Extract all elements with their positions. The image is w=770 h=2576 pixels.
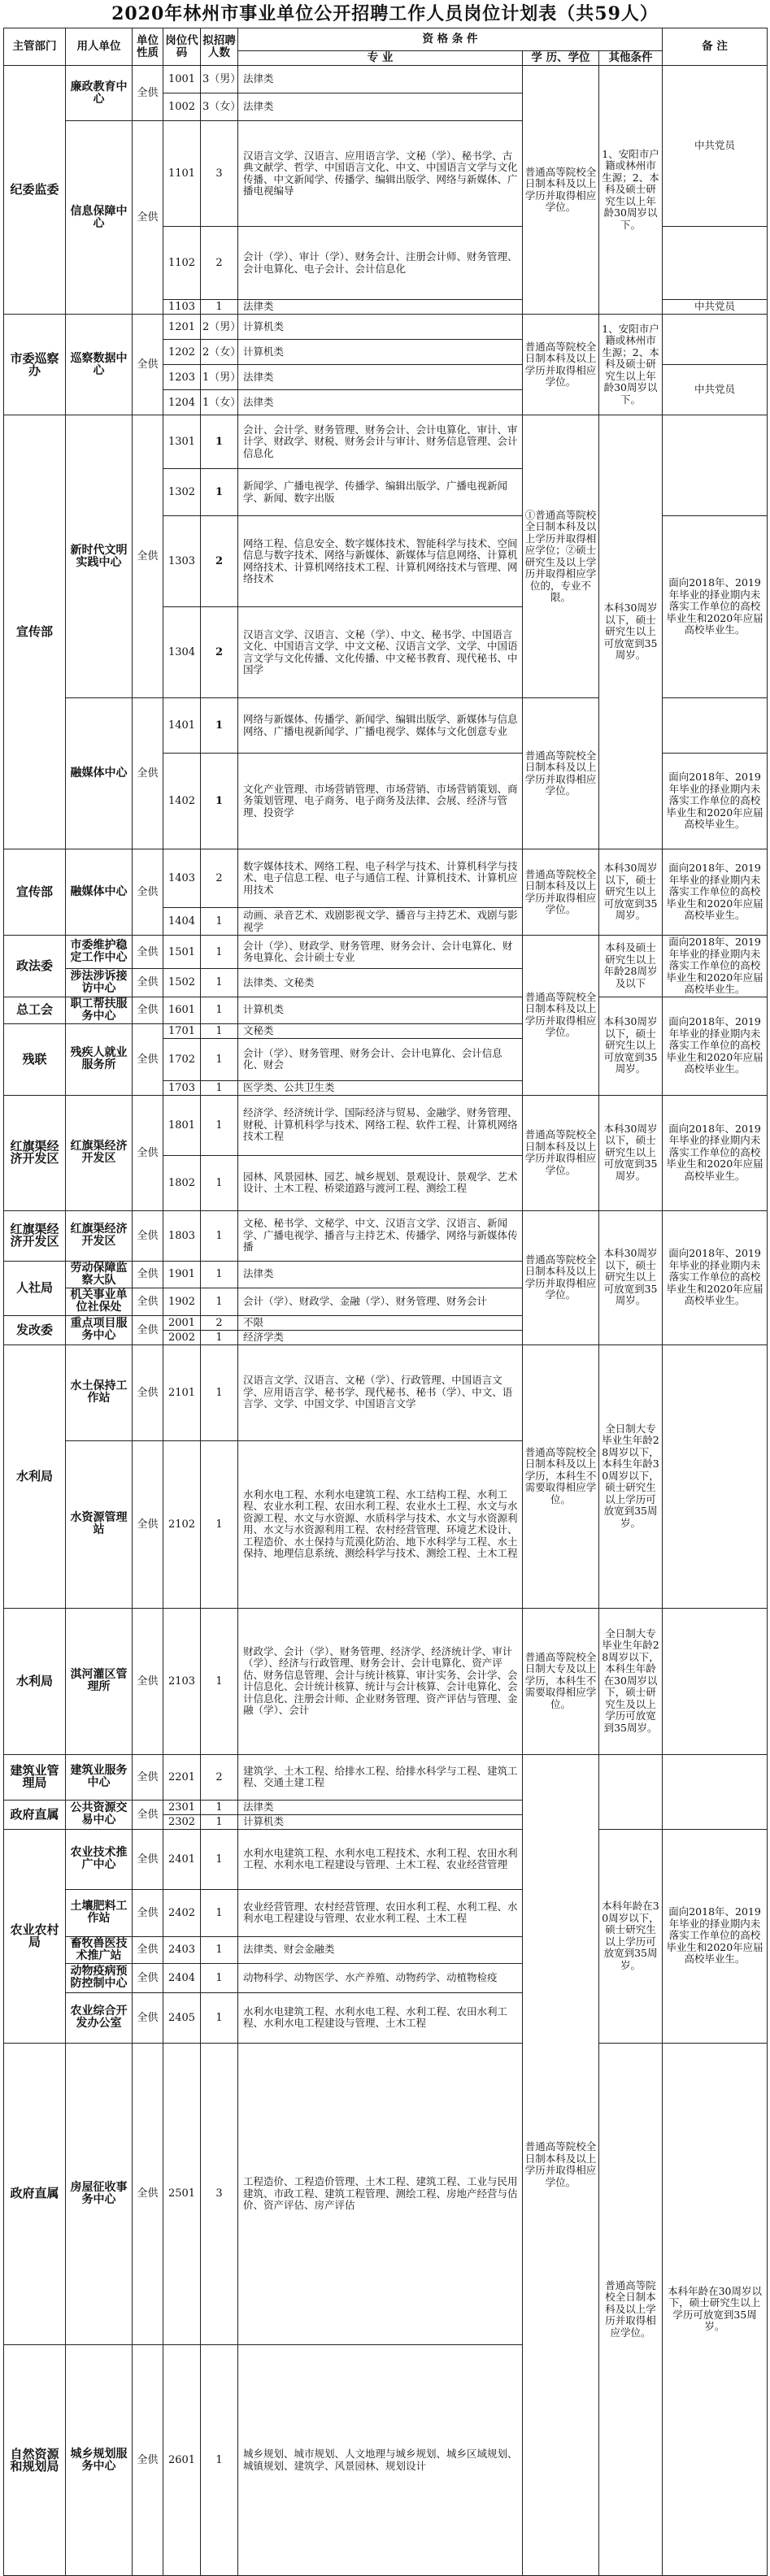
other-cell: 全日制大专毕业生年龄28周岁以下，本科生年龄30周岁以下，硕士研究生以上学历可放宽到35周岁。: [599, 1344, 663, 1608]
major-cell: 会计（学）、财务管理、财务会计、会计电算化、会计信息化、财会: [238, 1038, 523, 1080]
post-count: 1: [201, 1440, 238, 1608]
unit-cell: 水土保持工作站: [66, 1344, 133, 1440]
post-code: 2405: [163, 1992, 201, 2043]
post-code: 1502: [163, 969, 201, 997]
post-code: 2301: [163, 1800, 201, 1814]
major-cell: 汉语言文学、汉语言、文秘（学）、中文、秘书学、中国语言文化、中国语言文学、中文文秘、汉语言文学、文学、中国语言文学与文化传播、文化传播、中文秘书教育、现代秘书、中国学: [238, 607, 523, 698]
unit-cell: 巡察数据中心: [66, 315, 133, 415]
post-count: 2: [201, 607, 238, 698]
post-count: 1: [201, 936, 238, 969]
major-cell: 计算机类: [238, 1814, 523, 1829]
education-cell: ①普通高等院校全日制本科及以上学历并取得相应学位；②硕士研究生及以上学历并取得相应学位的，专业不限。: [523, 415, 599, 698]
post-code: 2103: [163, 1608, 201, 1754]
post-count: 3: [201, 2043, 238, 2345]
post-code: 1202: [163, 340, 201, 365]
major-cell: 网络工程、信息安全、数字媒体技术、智能科学与技术、空间信息与数字技术、网络与新媒体、新媒体与信息网络、计算机网络技术、计算机网络技术工程、计算机网络技术与管理、网络技术: [238, 516, 523, 607]
dept-cell: 政府直属: [4, 2043, 66, 2345]
education-cell: 普通高等院校全日制本科及以上学历并取得相应学位。: [523, 315, 599, 415]
major-cell: 会计（学）、财政学、财务管理、财务会计、会计电算化、财务电算化、会计硕士专业: [238, 936, 523, 969]
education-cell: 普通高等院校全日制大专及以上学历，本科生不需要取得相应学位。: [523, 1608, 599, 1754]
nature-cell: 全供: [133, 969, 163, 997]
remark-cell: [663, 415, 768, 516]
dept-cell: 建筑业管理局: [4, 1754, 66, 1800]
table-row: [4, 997, 768, 1023]
remark-cell: [663, 1344, 768, 1608]
header-count: 拟招聘人数: [201, 28, 238, 66]
major-cell: 工程造价、工程造价管理、土木工程、建筑工程、工业与民用建筑、市政工程、建筑工程管理、测绘工程、房地产经营与估价、资产评估、房产评估: [238, 2043, 523, 2345]
post-count: 3: [201, 121, 238, 227]
other-cell: 本科年龄在30周岁以下，硕士研究生以上学历可放宽到35周岁。: [599, 1829, 663, 2043]
table-row: [4, 1095, 768, 1155]
remark-cell: 面向2018年、2019年毕业的择业期内未落实工作单位的高校毕业生和2020年应届高校毕业生。: [663, 1095, 768, 1210]
major-cell: 水利水电建筑工程、水利水电工程技术、水利工程、农田水利工程、水利水电工程建设与管理、土木工程、农业经营管理: [238, 1829, 523, 1889]
unit-cell: 公共资源交易中心: [66, 1800, 133, 1829]
post-count: 1: [201, 1023, 238, 1038]
other-cell: 本科年龄在30周岁以下，硕士研究生以上学历可放宽到35周岁。: [663, 2043, 768, 2576]
header-other: 其他条件: [599, 51, 663, 66]
nature-cell: 全供: [133, 1992, 163, 2043]
post-count: 2（男）: [201, 315, 238, 340]
nature-cell: 全供: [133, 1936, 163, 1963]
post-code: 2002: [163, 1330, 201, 1344]
dept-cell: 水利局: [4, 1608, 66, 1754]
unit-cell: 房屋征收事务中心: [66, 2043, 133, 2345]
table-row: [4, 1210, 768, 1261]
post-code: 2403: [163, 1936, 201, 1963]
dept-cell: 纪委监委: [4, 66, 66, 315]
major-cell: 经济学类: [238, 1330, 523, 1344]
post-count: 1: [201, 1936, 238, 1963]
major-cell: 计算机类: [238, 997, 523, 1023]
remark-cell: 面向2018年、2019年毕业的择业期内未落实工作单位的高校毕业生和2020年应届高校毕业生。: [663, 754, 768, 849]
remark-cell: 中共党员: [663, 365, 768, 415]
major-cell: 法律类: [238, 300, 523, 315]
post-count: 1: [201, 1330, 238, 1344]
unit-cell: 涉法涉诉接访中心: [66, 969, 133, 997]
post-code: 1102: [163, 227, 201, 300]
dept-cell: 总工会: [4, 997, 66, 1023]
nature-cell: 全供: [133, 1963, 163, 1992]
header-conditions: 资 格 条 件: [238, 28, 663, 51]
unit-cell: 城乡规划服务中心: [66, 2345, 133, 2576]
post-code: 1703: [163, 1080, 201, 1095]
post-code: 1901: [163, 1261, 201, 1288]
unit-cell: 红旗渠经济开发区: [66, 1095, 133, 1210]
table-body: [4, 28, 768, 2576]
header-code: 岗位代码: [163, 28, 201, 66]
dept-cell: 红旗渠经济开发区: [4, 1095, 66, 1210]
remark-cell: 中共党员: [663, 300, 768, 315]
unit-cell: 土壤肥料工作站: [66, 1889, 133, 1936]
major-cell: 新闻学、广播电视学、传播学、编辑出版学、广播电视新闻学、新闻、数字出版: [238, 469, 523, 516]
table-row: [4, 1344, 768, 1440]
dept-cell: 自然资源和规划局: [4, 2345, 66, 2576]
post-code: 2601: [163, 2345, 201, 2576]
post-count: 1: [201, 1095, 238, 1155]
nature-cell: 全供: [133, 1210, 163, 1261]
table-row: [4, 1829, 768, 1889]
major-cell: 会计（学）、审计（学）、财务会计、注册会计师、财务管理、会计电算化、电子会计、会计信息化: [238, 227, 523, 300]
education-cell: 普通高等院校全日制本科及以上学历并取得相应学位。: [523, 698, 599, 849]
nature-cell: 全供: [133, 1095, 163, 1210]
header-unit: 用人单位: [66, 28, 133, 66]
post-count: 1: [201, 1963, 238, 1992]
unit-cell: 劳动保障监察大队: [66, 1261, 133, 1288]
remark-cell: 面向2018年、2019年毕业的择业期内未落实工作单位的高校毕业生和2020年应届高校毕业生。: [663, 936, 768, 997]
post-code: 1402: [163, 754, 201, 849]
post-code: 1301: [163, 415, 201, 469]
post-code: 1303: [163, 516, 201, 607]
dept-cell: 农业农村局: [4, 1829, 66, 2043]
document-title: 2020年林州市事业单位公开招聘工作人员岗位计划表（共59人）: [111, 3, 659, 24]
post-count: 1: [201, 1210, 238, 1261]
nature-cell: 全供: [133, 1344, 163, 1440]
nature-cell: 全供: [133, 2345, 163, 2576]
post-count: 1: [201, 1814, 238, 1829]
major-cell: 法律类: [238, 1261, 523, 1288]
post-count: 1: [201, 1155, 238, 1210]
post-count: 1: [201, 1261, 238, 1288]
unit-cell: 融媒体中心: [66, 849, 133, 936]
post-code: 2102: [163, 1440, 201, 1608]
post-count: 1: [201, 2345, 238, 2576]
major-cell: 农业经营管理、农村经营管理、农田水利工程、水利工程、水利水电工程建设与管理、农业水利工程、土木工程: [238, 1889, 523, 1936]
post-code: 1401: [163, 698, 201, 754]
nature-cell: 全供: [133, 1023, 163, 1095]
post-count: 1: [201, 1344, 238, 1440]
dept-cell: 市委巡察办: [4, 315, 66, 415]
remark-cell: 面向2018年、2019年毕业的择业期内未落实工作单位的高校毕业生和2020年应届高校毕业生。: [663, 516, 768, 698]
post-count: 1: [201, 698, 238, 754]
table-row: [4, 415, 768, 469]
post-count: 1: [201, 300, 238, 315]
major-cell: 水利水电建筑工程、水利水电工程、水利工程、农田水利工程、水利水电工程建设与管理、土木工程: [238, 1992, 523, 2043]
post-count: 3（女）: [201, 93, 238, 121]
post-count: 1: [201, 908, 238, 936]
header-dept: 主管部门: [4, 28, 66, 66]
post-count: 1: [201, 1080, 238, 1095]
remark-cell: 面向2018年、2019年毕业的择业期内未落实工作单位的高校毕业生和2020年应届高校毕业生。: [663, 1210, 768, 1344]
major-cell: 法律类: [238, 66, 523, 93]
major-cell: 网络与新媒体、传播学、新闻学、编辑出版学、新媒体与信息网络、广播电视新闻学、广播电视学、媒体与文化创意专业: [238, 698, 523, 754]
nature-cell: 全供: [133, 936, 163, 969]
post-code: 1702: [163, 1038, 201, 1080]
post-code: 2302: [163, 1814, 201, 1829]
major-cell: 会计、会计学、财务管理、财务会计、会计电算化、审计、审计学、财政学、财税、财务会计与审计、财务信息管理、会计信息化: [238, 415, 523, 469]
post-count: 1（女）: [201, 390, 238, 415]
post-code: 1803: [163, 1210, 201, 1261]
nature-cell: 全供: [133, 1440, 163, 1608]
post-code: 2404: [163, 1963, 201, 1992]
header-major: 专 业: [238, 51, 523, 66]
post-count: 2: [201, 227, 238, 300]
recruitment-plan-table: [3, 28, 768, 2576]
post-count: 1（男）: [201, 365, 238, 390]
nature-cell: 全供: [133, 315, 163, 415]
major-cell: 医学类、公共卫生类: [238, 1080, 523, 1095]
major-cell: 水利水电工程、水利水电建筑工程、水工结构工程、水利工程、农业水利工程、农田水利工程、农业水土工程、水文与水资源工程、水文与水资源、水质科学与技术、水文与水资源利用、水文与水资源利用工程、农村经营管理、环境艺术设计、工程造价、水土保持与荒漠化防治、地下水科学与工程、水土保持、地理信息系统、测绘科学与技术、测绘工程、土木工程: [238, 1440, 523, 1608]
major-cell: 动画、录音艺术、戏剧影视文学、播音与主持艺术、戏剧与影视学: [238, 908, 523, 936]
header-education: 学 历、学位: [523, 51, 599, 66]
dept-cell: 红旗渠经济开发区: [4, 1210, 66, 1261]
major-cell: 动物科学、动物医学、水产养殖、动物药学、动植物检疫: [238, 1963, 523, 1992]
major-cell: 文秘类: [238, 1023, 523, 1038]
nature-cell: 全供: [133, 1315, 163, 1344]
post-code: 2401: [163, 1829, 201, 1889]
table-row: [4, 849, 768, 908]
dept-cell: 宣传部: [4, 849, 66, 936]
post-count: 3（男）: [201, 66, 238, 93]
remark-cell: [663, 315, 768, 365]
nature-cell: 全供: [133, 1754, 163, 1800]
post-count: 1: [201, 415, 238, 469]
post-code: 1203: [163, 365, 201, 390]
unit-cell: 职工帮扶服务中心: [66, 997, 133, 1023]
post-code: 1403: [163, 849, 201, 908]
dept-cell: 宣传部: [4, 415, 66, 849]
post-count: 1: [201, 469, 238, 516]
post-code: 1204: [163, 390, 201, 415]
unit-cell: 机关事业单位社保处: [66, 1288, 133, 1315]
unit-cell: 农业综合开发办公室: [66, 1992, 133, 2043]
dept-cell: 发改委: [4, 1315, 66, 1344]
post-count: 2: [201, 1754, 238, 1800]
header-nature: 单位性质: [133, 28, 163, 66]
education-cell: 普通高等院校全日制本科及以上学历并取得相应学位。: [523, 936, 599, 1096]
post-code: 1802: [163, 1155, 201, 1210]
remark-cell: [663, 1608, 768, 1754]
dept-cell: 人社局: [4, 1261, 66, 1315]
nature-cell: 全供: [133, 698, 163, 849]
remark-cell: 面向2018年、2019年毕业的择业期内未落实工作单位的高校毕业生和2020年应届高校毕业生。: [663, 997, 768, 1095]
unit-cell: 新时代文明实践中心: [66, 415, 133, 698]
table-row: [4, 936, 768, 969]
post-code: 1902: [163, 1288, 201, 1315]
major-cell: 计算机类: [238, 315, 523, 340]
unit-cell: 廉政教育中心: [66, 66, 133, 121]
nature-cell: 全供: [133, 415, 163, 698]
education-cell: 普通高等院校全日制本科及以上学历，本科生不需要取得相应学位。: [523, 1344, 599, 1608]
major-cell: 财政学、会计（学）、财务管理、经济学、经济统计学、审计（学）、经济与行政管理、财务会计、会计电算化、资产评估、财务信息管理、会计与统计核算、审计实务、会计学、会计信息化、会计统计核算、统计与会计核算、会计电算化、会计信息化、注册会计师、企业财务管理、资产评估与管理、金融（学）、会计: [238, 1608, 523, 1754]
unit-cell: 农业技术推广中心: [66, 1829, 133, 1889]
remark-cell: [663, 698, 768, 754]
post-code: 2402: [163, 1889, 201, 1936]
post-code: 1801: [163, 1095, 201, 1155]
remark-cell: [663, 227, 768, 300]
other-cell: 本科30周岁以下，硕士研究生以上可放宽到35周岁。: [599, 1095, 663, 1210]
post-count: 1: [201, 1829, 238, 1889]
other-cell: 本科30周岁以下，硕士研究生以上可放宽到35周岁。: [599, 849, 663, 936]
nature-cell: 全供: [133, 2043, 163, 2345]
post-count: 2: [201, 849, 238, 908]
major-cell: 不限: [238, 1315, 523, 1330]
nature-cell: 全供: [133, 1829, 163, 1889]
post-code: 1002: [163, 93, 201, 121]
other-cell: [599, 1754, 663, 1829]
dept-cell: 水利局: [4, 1344, 66, 1608]
nature-cell: 全供: [133, 1261, 163, 1288]
post-code: 2101: [163, 1344, 201, 1440]
nature-cell: 全供: [133, 1608, 163, 1754]
major-cell: 城乡规划、城市规划、人文地理与城乡规划、城乡区域规划、城镇规划、建筑学、风景园林、规划设计: [238, 2345, 523, 2576]
table-row: [4, 315, 768, 340]
other-cell: 本科30周岁以下，硕士研究生以上可放宽到35周岁。: [599, 997, 663, 1095]
major-cell: 文秘、秘书学、文秘学、中文、汉语言文学、汉语言、新闻学、广播电视学、播音与主持艺术、传播学、网络与新媒体传播: [238, 1210, 523, 1261]
education-cell: 普通高等院校全日制本科及以上学历并取得相应学位。: [523, 1210, 599, 1344]
post-code: 1701: [163, 1023, 201, 1038]
major-cell: 法律类: [238, 390, 523, 415]
major-cell: 法律类、文秘类: [238, 969, 523, 997]
unit-cell: 红旗渠经济开发区: [66, 1210, 133, 1261]
post-count: 2: [201, 1315, 238, 1330]
major-cell: 园林、风景园林、园艺、城乡规划、景观设计、景观学、艺术设计、土木工程、桥梁道路与渡河工程、测绘工程: [238, 1155, 523, 1210]
post-count: 2（女）: [201, 340, 238, 365]
remark-cell: 面向2018年、2019年毕业的择业期内未落实工作单位的高校毕业生和2020年应届高校毕业生。: [663, 1829, 768, 2043]
nature-cell: 全供: [133, 1800, 163, 1829]
post-code: 1101: [163, 121, 201, 227]
table-row: [4, 1754, 768, 1800]
post-code: 2001: [163, 1315, 201, 1330]
education-cell: 普通高等院校全日制本科及以上学历并取得相应学位。: [523, 1754, 599, 2576]
major-cell: 法律类、财会金融类: [238, 1936, 523, 1963]
post-count: 1: [201, 1800, 238, 1814]
post-code: 1103: [163, 300, 201, 315]
header-remark: 备 注: [663, 28, 768, 66]
unit-cell: 动物疫病预防控制中心: [66, 1963, 133, 1992]
post-count: 1: [201, 1992, 238, 2043]
other-cell: 1、安阳市户籍或林州市生源；2、本科及硕士研究生以上年龄30周岁以下。: [599, 315, 663, 415]
post-code: 1404: [163, 908, 201, 936]
dept-cell: 政府直属: [4, 1800, 66, 1829]
education-cell: 普通高等院校全日制本科及以上学历并取得相应学位。: [599, 2043, 663, 2576]
major-cell: 汉语言文学、汉语言、文秘（学）、行政管理、中国语言文学、应用语言学、秘书学、现代秘书、秘书（学）、中文、语言学、文学、中国文学、中国语言文学: [238, 1344, 523, 1440]
post-count: 1: [201, 1038, 238, 1080]
post-count: 1: [201, 997, 238, 1023]
nature-cell: 全供: [133, 66, 163, 121]
major-cell: 经济学、经济统计学、国际经济与贸易、金融学、财务管理、财税、计算机科学与技术、网络工程、软件工程、计算机网络技术工程: [238, 1095, 523, 1155]
education-cell: 普通高等院校全日制本科及以上学历并取得相应学位。: [523, 1095, 599, 1210]
unit-cell: 淇河灌区管理所: [66, 1608, 133, 1754]
major-cell: 计算机类: [238, 340, 523, 365]
post-code: 1201: [163, 315, 201, 340]
remark-cell: 中共党员: [663, 66, 768, 227]
unit-cell: 建筑业服务中心: [66, 1754, 133, 1800]
post-code: 1304: [163, 607, 201, 698]
post-count: 1: [201, 1889, 238, 1936]
header-row: [4, 28, 768, 51]
post-code: 2501: [163, 2043, 201, 2345]
unit-cell: 信息保障中心: [66, 121, 133, 315]
nature-cell: 全供: [133, 1889, 163, 1936]
post-count: 2: [201, 516, 238, 607]
table-row: [4, 1608, 768, 1754]
table-row: [4, 66, 768, 93]
major-cell: 法律类: [238, 365, 523, 390]
major-cell: 文化产业管理、市场营销管理、市场营销、市场营销策划、商务策划管理、电子商务、电子商务及法律、会展、经济与管理、投资学: [238, 754, 523, 849]
nature-cell: 全供: [133, 997, 163, 1023]
major-cell: 数字媒体技术、网络工程、电子科学与技术、计算机科学与技术、电子信息工程、电子与通信工程、计算机技术、计算机应用技术: [238, 849, 523, 908]
nature-cell: 全供: [133, 121, 163, 315]
other-cell: 本科30周岁以下，硕士研究生以上可放宽到35周岁。: [599, 1210, 663, 1344]
post-count: 1: [201, 1608, 238, 1754]
unit-cell: 畜牧兽医技术推广站: [66, 1936, 133, 1963]
post-code: 2201: [163, 1754, 201, 1800]
remark-cell: 面向2018年、2019年毕业的择业期内未落实工作单位的高校毕业生和2020年应届高校毕业生。: [663, 849, 768, 936]
major-cell: 建筑学、土木工程、给排水工程、给排水科学与工程、建筑工程、交通土建工程: [238, 1754, 523, 1800]
dept-cell: 残联: [4, 1023, 66, 1095]
other-cell: 全日制大专毕业生年龄28周岁以下，本科生年龄在30周岁以下，硕士研究生及以上学历可放宽到35周岁。: [599, 1608, 663, 1754]
unit-cell: 重点项目服务中心: [66, 1315, 133, 1344]
nature-cell: 全供: [133, 849, 163, 936]
major-cell: 法律类: [238, 1800, 523, 1814]
post-code: 1501: [163, 936, 201, 969]
other-cell: 1、安阳市户籍或林州市生源；2、本科及硕士研究生以上年龄30周岁以下。: [599, 66, 663, 315]
post-count: 1: [201, 969, 238, 997]
major-cell: 法律类: [238, 93, 523, 121]
education-cell: 普通高等院校全日制本科及以上学历并取得相应学位。: [523, 66, 599, 315]
remark-cell: [663, 1754, 768, 1829]
post-code: 1302: [163, 469, 201, 516]
post-code: 1601: [163, 997, 201, 1023]
education-cell: 普通高等院校全日制本科及以上学历并取得相应学位。: [523, 849, 599, 936]
unit-cell: 融媒体中心: [66, 698, 133, 849]
post-code: 1001: [163, 66, 201, 93]
major-cell: 汉语言文学、汉语言、应用语言学、文秘（学）、秘书学、古典文献学、哲学、中国语言文化、中文、中国语言文学与文化传播、中文新闻学、传播学、编辑出版学、网络与新媒体、广播电视编导: [238, 121, 523, 227]
nature-cell: 全供: [133, 1288, 163, 1315]
post-count: 1: [201, 1288, 238, 1315]
major-cell: 会计（学）、财政学、金融（学）、财务管理、财务会计: [238, 1288, 523, 1315]
unit-cell: 水资源管理站: [66, 1440, 133, 1608]
unit-cell: 残疾人就业服务所: [66, 1023, 133, 1095]
unit-cell: 市委维护稳定工作中心: [66, 936, 133, 969]
dept-cell: 政法委: [4, 936, 66, 997]
other-cell: 本科及硕士研究生以上年龄28周岁及以下: [599, 936, 663, 997]
table-row: [4, 2043, 768, 2345]
post-count: 1: [201, 754, 238, 849]
other-cell: 本科30周岁以下，硕士研究生以上可放宽到35周岁。: [599, 415, 663, 849]
